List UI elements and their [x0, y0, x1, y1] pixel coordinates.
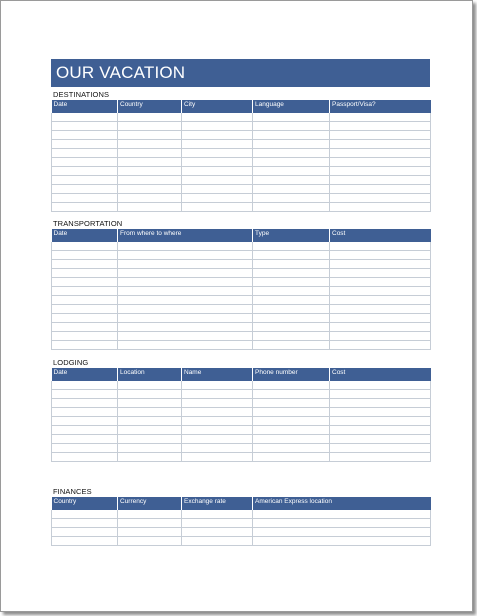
- table-cell: [253, 296, 330, 305]
- table-cell: [182, 381, 253, 390]
- table-cell: [52, 528, 118, 537]
- section-label-destinations: DESTINATIONS: [53, 90, 110, 99]
- column-header: Name: [182, 368, 253, 381]
- table-cell: [52, 537, 118, 546]
- table-cell: [118, 453, 182, 462]
- column-header: Cost: [330, 229, 431, 242]
- table-row: [52, 332, 431, 341]
- table-cell: [118, 444, 182, 453]
- table-cell: [330, 435, 431, 444]
- table-cell: [118, 381, 182, 390]
- table-row: [52, 296, 431, 305]
- table-cell: [330, 185, 431, 194]
- table-cell: [118, 131, 182, 140]
- table-cell: [253, 185, 330, 194]
- table-cell: [330, 408, 431, 417]
- table-cell: [330, 140, 431, 149]
- table-cell: [118, 296, 253, 305]
- table-cell: [52, 278, 118, 287]
- table-cell: [253, 122, 330, 131]
- table-cell: [118, 140, 182, 149]
- page-title: OUR VACATION: [51, 59, 430, 87]
- table-cell: [182, 140, 253, 149]
- table-cell: [118, 332, 253, 341]
- table-row: [52, 323, 431, 332]
- table-cell: [182, 194, 253, 203]
- table-cell: [118, 113, 182, 122]
- table-cell: [330, 269, 431, 278]
- table-cell: [118, 122, 182, 131]
- table-cell: [182, 131, 253, 140]
- table-cell: [52, 305, 118, 314]
- table-row: [52, 444, 431, 453]
- table-cell: [52, 269, 118, 278]
- table-row: [52, 399, 431, 408]
- table-cell: [52, 260, 118, 269]
- table-cell: [118, 251, 253, 260]
- column-header: From where to where: [118, 229, 253, 242]
- table-cell: [253, 242, 330, 251]
- table-row: [52, 390, 431, 399]
- table-cell: [330, 305, 431, 314]
- column-header: American Express location: [253, 497, 431, 510]
- table-cell: [118, 278, 253, 287]
- table-cell: [253, 149, 330, 158]
- table-cell: [118, 510, 182, 519]
- table-cell: [253, 408, 330, 417]
- table-cell: [330, 176, 431, 185]
- table-row: [52, 194, 431, 203]
- table-cell: [253, 167, 330, 176]
- table-cell: [182, 417, 253, 426]
- table-cell: [182, 158, 253, 167]
- table-cell: [52, 390, 118, 399]
- column-header: Date: [52, 100, 118, 113]
- table-cell: [52, 287, 118, 296]
- column-header: Date: [52, 229, 118, 242]
- table-cell: [253, 314, 330, 323]
- table-cell: [118, 194, 182, 203]
- table-cell: [330, 203, 431, 212]
- table-row: [52, 453, 431, 462]
- table-cell: [253, 426, 330, 435]
- table-row: [52, 305, 431, 314]
- section-label-lodging: LODGING: [53, 358, 89, 367]
- table-cell: [118, 203, 182, 212]
- column-header: Currency: [118, 497, 182, 510]
- table-cell: [52, 113, 118, 122]
- table-cell: [330, 332, 431, 341]
- table-cell: [182, 435, 253, 444]
- table-cell: [253, 278, 330, 287]
- table-cell: [118, 390, 182, 399]
- table-cell: [118, 185, 182, 194]
- table-cell: [182, 444, 253, 453]
- table-cell: [52, 435, 118, 444]
- table-row: [52, 185, 431, 194]
- table-cell: [253, 113, 330, 122]
- table-row: [52, 149, 431, 158]
- table-cell: [52, 242, 118, 251]
- table-row: [52, 435, 431, 444]
- table-cell: [330, 167, 431, 176]
- table-cell: [52, 332, 118, 341]
- table-row: [52, 260, 431, 269]
- table-cell: [182, 510, 253, 519]
- table-cell: [182, 528, 253, 537]
- table-cell: [253, 381, 330, 390]
- table-cell: [330, 113, 431, 122]
- table-cell: [253, 287, 330, 296]
- table-cell: [330, 278, 431, 287]
- table-cell: [52, 426, 118, 435]
- table-cell: [253, 131, 330, 140]
- table-cell: [253, 323, 330, 332]
- table-cell: [253, 176, 330, 185]
- table-cell: [52, 314, 118, 323]
- table-cell: [182, 399, 253, 408]
- table-cell: [182, 426, 253, 435]
- column-header: Exchange rate: [182, 497, 253, 510]
- table-row: [52, 176, 431, 185]
- column-header: Country: [118, 100, 182, 113]
- table-cell: [52, 323, 118, 332]
- table-cell: [52, 176, 118, 185]
- table-cell: [253, 203, 330, 212]
- table-cell: [118, 167, 182, 176]
- section-label-finances: FINANCES: [53, 487, 92, 496]
- table-cell: [118, 287, 253, 296]
- table-cell: [118, 305, 253, 314]
- table-cell: [118, 399, 182, 408]
- table-cell: [182, 176, 253, 185]
- table-cell: [182, 122, 253, 131]
- table-row: [52, 537, 431, 546]
- table-cell: [253, 341, 330, 350]
- table-row: [52, 287, 431, 296]
- table-cell: [253, 453, 330, 462]
- column-header: Language: [253, 100, 330, 113]
- table-row: [52, 251, 431, 260]
- table-cell: [330, 381, 431, 390]
- table-cell: [330, 314, 431, 323]
- column-header: Cost: [330, 368, 431, 381]
- table-cell: [253, 417, 330, 426]
- table-row: [52, 122, 431, 131]
- column-header: Passport/Visa?: [330, 100, 431, 113]
- table-cell: [52, 131, 118, 140]
- table-cell: [182, 185, 253, 194]
- table-cell: [330, 287, 431, 296]
- table-cell: [52, 510, 118, 519]
- column-header: Country: [52, 497, 118, 510]
- table-cell: [330, 158, 431, 167]
- table-cell: [118, 537, 182, 546]
- table-row: [52, 528, 431, 537]
- table-cell: [52, 140, 118, 149]
- table-cell: [253, 399, 330, 408]
- table-cell: [118, 269, 253, 278]
- table-row: [52, 278, 431, 287]
- table-cell: [330, 390, 431, 399]
- table-cell: [118, 408, 182, 417]
- column-header: Location: [118, 368, 182, 381]
- table-cell: [52, 167, 118, 176]
- table-cell: [52, 519, 118, 528]
- table-row: [52, 408, 431, 417]
- table-cell: [330, 296, 431, 305]
- table-cell: [253, 269, 330, 278]
- table-cell: [253, 390, 330, 399]
- table-cell: [52, 453, 118, 462]
- table-cell: [118, 341, 253, 350]
- table-cell: [253, 537, 431, 546]
- table-cell: [253, 194, 330, 203]
- table-row: [52, 269, 431, 278]
- table-cell: [118, 314, 253, 323]
- table-cell: [253, 444, 330, 453]
- table-cell: [52, 185, 118, 194]
- table-row: [52, 203, 431, 212]
- table-cell: [330, 122, 431, 131]
- table-cell: [118, 323, 253, 332]
- table-row: [52, 314, 431, 323]
- table-row: [52, 140, 431, 149]
- table-cell: [182, 519, 253, 528]
- table-cell: [118, 519, 182, 528]
- table-row: [52, 510, 431, 519]
- table-cell: [182, 453, 253, 462]
- table-cell: [330, 251, 431, 260]
- table-cell: [253, 510, 431, 519]
- table-cell: [330, 323, 431, 332]
- table-row: [52, 167, 431, 176]
- table-cell: [182, 149, 253, 158]
- table-row: [52, 519, 431, 528]
- table-cell: [182, 537, 253, 546]
- table-cell: [52, 341, 118, 350]
- table-cell: [52, 417, 118, 426]
- table-cell: [52, 251, 118, 260]
- table-cell: [118, 426, 182, 435]
- table-cell: [253, 435, 330, 444]
- table-cell: [52, 158, 118, 167]
- table-cell: [52, 203, 118, 212]
- destinations-table: [51, 100, 431, 212]
- table-row: [52, 113, 431, 122]
- section-label-transportation: TRANSPORTATION: [53, 219, 123, 228]
- table-cell: [253, 140, 330, 149]
- column-header: Date: [52, 368, 118, 381]
- table-cell: [118, 435, 182, 444]
- table-cell: [330, 194, 431, 203]
- table-cell: [52, 296, 118, 305]
- table-cell: [182, 390, 253, 399]
- table-cell: [330, 417, 431, 426]
- table-cell: [253, 305, 330, 314]
- table-cell: [182, 167, 253, 176]
- lodging-table: [51, 368, 431, 462]
- table-cell: [253, 519, 431, 528]
- table-row: [52, 417, 431, 426]
- column-header: Phone number: [253, 368, 330, 381]
- table-cell: [253, 260, 330, 269]
- table-cell: [118, 260, 253, 269]
- table-cell: [52, 408, 118, 417]
- transportation-table: [51, 229, 431, 350]
- table-cell: [52, 149, 118, 158]
- table-cell: [118, 528, 182, 537]
- table-cell: [253, 528, 431, 537]
- table-cell: [330, 242, 431, 251]
- table-cell: [118, 158, 182, 167]
- table-cell: [330, 260, 431, 269]
- table-cell: [52, 444, 118, 453]
- table-row: [52, 341, 431, 350]
- column-header: City: [182, 100, 253, 113]
- table-cell: [330, 426, 431, 435]
- table-cell: [118, 176, 182, 185]
- table-cell: [118, 149, 182, 158]
- table-cell: [330, 149, 431, 158]
- finances-table: [51, 497, 431, 546]
- table-row: [52, 158, 431, 167]
- table-cell: [330, 131, 431, 140]
- table-cell: [52, 399, 118, 408]
- table-cell: [182, 203, 253, 212]
- table-row: [52, 426, 431, 435]
- table-row: [52, 242, 431, 251]
- column-header: Type: [253, 229, 330, 242]
- table-cell: [182, 408, 253, 417]
- table-cell: [52, 194, 118, 203]
- table-row: [52, 381, 431, 390]
- table-cell: [253, 251, 330, 260]
- table-row: [52, 131, 431, 140]
- table-cell: [118, 242, 253, 251]
- table-cell: [330, 453, 431, 462]
- table-cell: [52, 381, 118, 390]
- table-cell: [253, 158, 330, 167]
- table-cell: [330, 399, 431, 408]
- table-cell: [118, 417, 182, 426]
- table-cell: [330, 341, 431, 350]
- table-cell: [253, 332, 330, 341]
- table-cell: [330, 444, 431, 453]
- table-cell: [182, 113, 253, 122]
- table-cell: [52, 122, 118, 131]
